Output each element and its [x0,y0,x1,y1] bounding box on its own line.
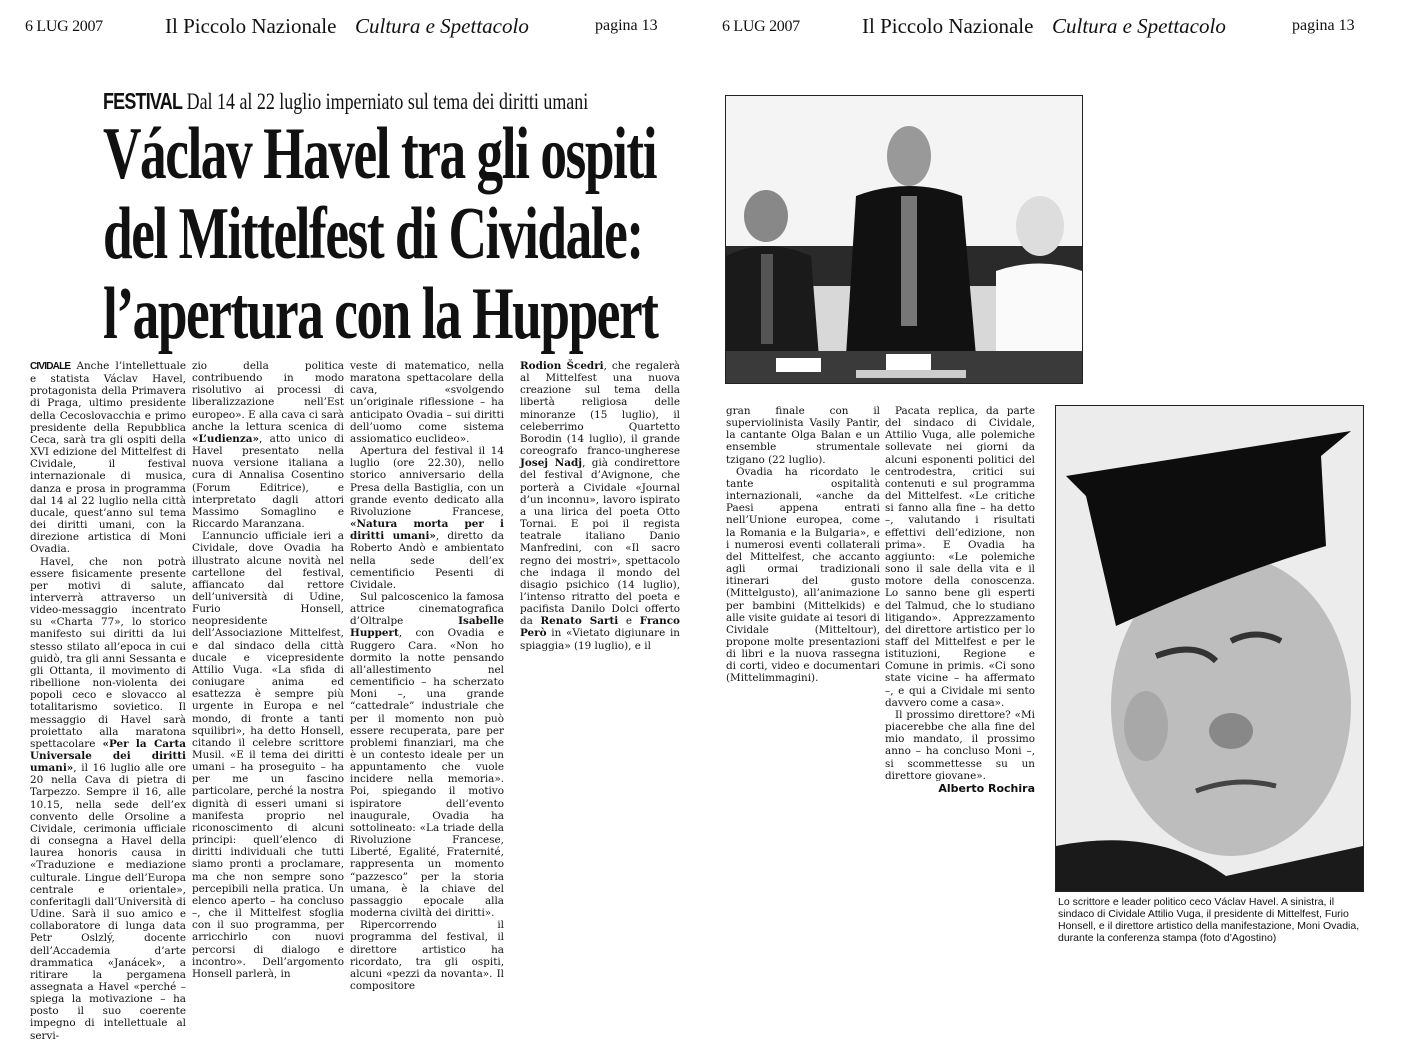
kicker-text: Dal 14 al 22 luglio imperniato sul tema dei diritti umani [186,89,589,114]
header-date: 6 LUG 2007 [722,18,800,35]
paragraph-text: , atto unico di Havel presentato nella nuova versione italiana a cura di Annalisa Cosentino (Forum Editrice), e interpretato dagli attori Massimo Somaglino e Riccardo Maranzana. [192,432,344,531]
newspaper-name: Il Piccolo Nazionale [165,14,337,38]
article-column-6 [885,405,1035,795]
paragraph [520,360,680,652]
paragraph [726,405,880,466]
person-name: Rodion Šcedri [520,360,604,372]
kicker-label: FESTIVAL [103,88,183,114]
article-kicker [103,88,588,115]
person-name: Franco Però [520,615,680,640]
section-name: Cultura e Spettacolo [1052,14,1226,38]
paragraph-text: gran finale con il superviolinista Vasily Pantir, la cantante Olga Balan e un ensemble strumentale tzigano (22 luglio). [726,405,880,466]
paragraph-text: Sul palcoscenico la famosa attrice cinematografica d’Oltralpe [350,590,504,628]
headline-line: l’apertura con la Huppert [103,273,658,355]
byline: Alberto Rochira [938,781,1035,795]
header-date: 6 LUG 2007 [25,18,103,35]
paragraph-text: , già condirettore del festival d’Avignone, che porterà a Cividale «Journal d’un inconnu», lavoro ispirato a una lirica del poeta Otto Tornai. E poi il regista teatrale italiano Danio Manfredini, con «Il sacro regno dei mostri», spettacolo che indaga il mondo del disagio psichico (14 luglio), l’intenso ritratto del poeta e pacifista Danilo Dolci offerto da [520,457,680,628]
headline-line: Václav Havel tra gli ospiti [103,113,657,195]
paragraph [350,445,504,591]
paragraph-text: Ovadia ha ricordato le tante ospitalità internazionali, «anche da Paesi appena entrati nell’Unione europea, come la Romania e la Bulgaria», e i numerosi eventi collaterali del Mittelfest, che accanto agli ormai tradizionali itinerari del gusto (Mittelgusto), all’animazione per bambini (Mittelkids) e alle visite guidate ai tesori di Cividale (Mitteltour), propone molte presentazioni di libri e la nuova rassegna di corti, video e documentari (Mittelimmagini). [726,465,880,685]
article-column-5 [726,405,880,685]
article-column-2 [192,360,344,980]
paragraph-text: Pacata replica, da parte del sindaco di Cividale, Attilio Vuga, alle polemiche sollevate nei giorni da alcuni esponenti politici del centrodestra, critici sui contenuti e sul programma del Mittelfest. «Le critiche si fanno alla fine – ha detto –, valutando i risultati effettivi dell’edizione, non prima». E Ovadia ha aggiunto: «Le polemiche sono il sale della vita e il motore della conoscenza. Lo sanno bene gli esperti del Talmud, che lo studiano litigando». Apprezzamento del direttore artistico per lo staff del Mittelfest e per le istituzioni, Regione e Comune in primis. «Ci sono state vicine – ha affermato –, e qui a Cividale mi sento davvero come a casa». [885,405,1035,709]
paragraph-text: L’annuncio ufficiale ieri a Cividale, dove Ovadia ha illustrato alcune novità nel cartellone del festival, affiancato dal rettore dell’università di Udine, Furio Honsell, neopresidente dell’Associazione Mittelfest, e dal sindaco della città ducale e vicepresidente Attilio Vuga. «La sfida di coniugare anima ed esattezza è sempre più urgente in Europa e nel mondo, di fronte a tanti squilibri», ha detto Honsell, citando il celebre scrittore Musil. «E il tema dei diritti umani – ha proseguito – ha per me un fascino particolare, perché la nostra dignità di esseri umani si manifesta proprio nel riconoscimento di alcuni principi: quell’elenco di diritti individuali che tutti siamo pronti a proclamare, ma che non sempre sono percepibili nella pratica. Un elenco aperto – ha concluso –, che il Mittelfest sfoglia con il suo programma, per arricchirlo con nuovi percorsi di dialogo e incontro». Dell’argomento Honsell parlerà, in [192,530,344,980]
paragraph-text: Apertura del festival il 14 luglio (ore 22.30), nello storico anniversario della Presa della Bastiglia, con un grande evento dedicato alla Rivoluzione Francese, [350,445,504,518]
paragraph-text: e [618,615,640,628]
paragraph [350,360,504,445]
photo-caption: Lo scrittore e leader politico ceco Václav Havel. A sinistra, il sindaco di Cividale Attilio Vuga, il presidente di Mittelfest, Furio Honsell, e il direttore artistico della manifestazione, Moni Ovadia, durante la conferenza stampa (foto d’Agostino) [1058,896,1360,944]
article-column-1 [30,360,186,1042]
paragraph [192,530,344,980]
event-title: «Natura morta per i diritti umani» [350,518,504,543]
paragraph-text: , il 16 luglio alle ore 20 nella Cava di pietra di Tarpezzo. Sempre il 16, alle 10.15, nella sede dell’ex convento delle Orsoline a Cividale, cerimonia ufficiale di consegna a Havel della laurea honoris causa in «Traduzione e mediazione culturale. Lingue dell’Europa centrale e orientale», conferitagli dall’Università di Udine. Sarà il suo amico e collaboratore di lunga data Petr Oslzlý, docente dell’Accademia d’arte drammatica «Janácek», a ritirare la pergamena assegnata a Havel «perché – spiega la motivazione – ha posto il suo coerente impegno di intellettuale al servi- [30,762,186,1042]
paragraph-text: Havel, che non potrà essere fisicamente presente per motivi di salute, interverrà attraverso un video-messaggio incentrato su «Charta 77», lo storico manifesto sui diritti da lui stesso stilato all’epoca in cui guidò, tra gli anni Sessanta e gli Ottanta, il movimento di ribellione non-violenta dei popoli ceco e slovacco al totalitarismo sovietico. Il messaggio di Havel sarà proiettato alla maratona spettacolare [30,555,186,750]
article-column-4 [520,360,680,652]
paragraph-text: in «Vietato digiunare in spiaggia» (19 luglio), e il [520,627,680,652]
press-conference-illustration [726,96,1082,383]
page-number: pagina 13 [595,17,658,34]
article-headline [103,113,658,355]
headline-line: del Mittelfest di Cividale: [103,193,643,275]
havel-portrait-illustration [1056,406,1363,891]
paragraph [30,556,186,1042]
article-column-3 [350,360,504,992]
paragraph-text: veste di matematico, nella maratona spettacolare della cava, «svolgendo un’originale riflessione – ha anticipato Ovadia – sui diritti dell’uomo come sistema assiomatico euclideo». [350,360,504,445]
paragraph-text: Ripercorrendo il programma del festival, il direttore artistico ha ricordato, tra gli ospiti, alcuni «pezzi da novanta». Il compositore [350,919,504,992]
newspaper-name: Il Piccolo Nazionale [862,14,1034,38]
person-name: Josej Nadj [520,457,583,470]
paragraph [30,360,186,556]
paragraph-text: Anche l’intellettuale e statista Václav Havel, protagonista della Primavera di Praga, ultimo presidente della Cecoslovacchia e primo presidente della Repubblica Ceca, sarà tra gli ospiti della XVI edizione del Mittelfest di Cividale, il festival internazionale di musica, danza e prosa in programma dal 14 al 22 luglio nella città ducale, quest’anno sul tema dei diritti umani, con la direzione artistica di Moni Ovadia. [30,360,186,556]
page-header-right [722,14,1401,44]
paragraph [885,405,1035,709]
paragraph-text: zio della politica contribuendo in modo risolutivo ai processi di liberalizzazione nell’Est europeo». E alla cava ci sarà anche la lettura scenica di [192,360,344,433]
paragraph [192,360,344,530]
dateline: CIVIDALE [30,361,71,372]
paragraph [885,709,1035,782]
paragraph [350,919,504,992]
paragraph-text: , diretto da Roberto Andò e ambientato nella sede dell’ex cementificio Pesenti di Cividale. [350,530,505,591]
person-name: Renato Sarti [540,615,619,628]
page-header-left [25,14,705,44]
havel-portrait-photo [1055,405,1364,892]
person-name: Isabelle Huppert [350,615,504,640]
section-name: Cultura e Spettacolo [355,14,529,38]
paragraph [726,466,880,685]
page-number: pagina 13 [1292,17,1355,34]
press-conference-photo [725,95,1083,384]
paragraph-text: , che regalerà al Mittelfest una nuova creazione sul tema della libertà religiosa delle minoranze (15 luglio), il celeberrimo Quartetto Borodin (14 luglio), il grande coreografo franco-ungherese [520,360,680,458]
paragraph-text: Il prossimo direttore? «Mi piacerebbe che alla fine del mio mandato, il prossimo anno – ha concluso Moni –, si scommettesse su un direttore giovane». [885,708,1035,782]
event-title: «Per la Carta Universale dei diritti umani» [30,737,186,775]
paragraph-text: , con Ovadia e Ruggero Cara. «Non ho dormito la notte pensando all’allestimento nel cementificio – ha scherzato Moni –, una grande “cattedrale” industriale che per il momento non può essere recuperata, pare per problemi finanziari, ma che è un contesto ideale per un appuntamento che vuole incidere nella memoria». Poi, spiegando il motivo ispiratore dell’evento inaugurale, Ovadia ha sottolineato: «La triade della Rivoluzione Francese, Liberté, Egalité, Fraternité, rappresenta un momento “pazzesco” per la storia umana, è la chiave del passaggio epocale alla moderna civiltà dei diritti». [350,627,504,920]
paragraph [350,591,504,919]
event-title: «L’udienza» [192,432,259,445]
